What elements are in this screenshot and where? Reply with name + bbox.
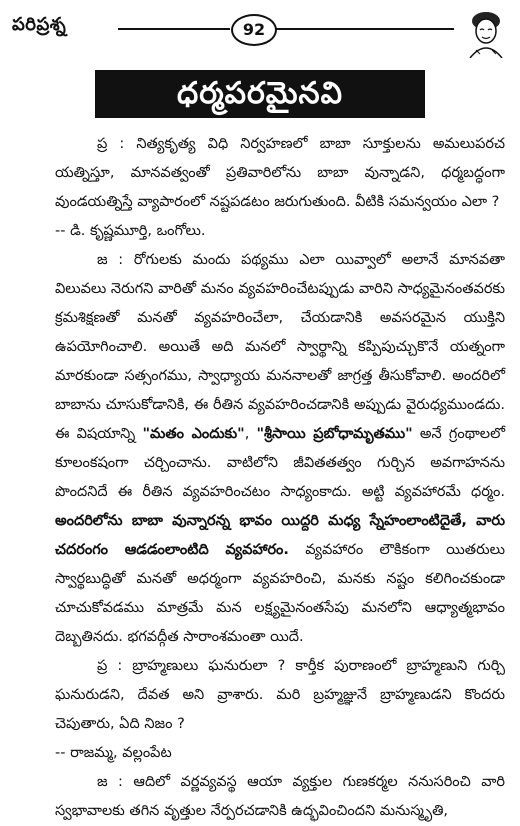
header-rule-right xyxy=(276,28,454,30)
header-rule-left xyxy=(118,28,230,30)
answer-1 xyxy=(55,246,505,652)
magazine-title: పరిప్రశ్న xyxy=(12,14,67,35)
page-number: 92 xyxy=(231,14,277,46)
answer-2: జ : ఆదిలో వర్ణవ్యవస్థ ఆయా వ్యక్తుల గుణకర్మల ననుసరించి వారి స్వభావాలకు తగిన వృత్తుల నేర్పరచడానికి ఉద్భవించిందని మనుస్మృతి, xyxy=(55,774,505,819)
question-1: ప్ర : నిత్యకృత్య విధి నిర్వహణలో బాబా సూక్తులను అమలుపరచ యత్నిస్తూ, మానవత్వంతో ప్రతివారిలోను బాబా వున్నాడని, ధర్మబద్ధంగా వుండయత్నిస్తే వ్యాపారంలో నష్టపడటం జరుగుతుంది. వీటికి సమన్వయం ఎలా ? xyxy=(55,136,505,210)
answer-1-comma: , xyxy=(244,426,250,442)
book-title-1: "మతం ఎందుకు" xyxy=(142,426,245,442)
book-title-2: "శ్రీసాయి ప్రబోధామృతము" xyxy=(256,426,413,442)
answer-1-part-1: జ : రోగులకు మందు పథ్యము ఎలా యివ్వాలో అలానే మానవతా విలువలు నెరుగని వారితో మనం వ్యవహరించేటప్పుడు వారిని సాధ్యమైనంతవరకు క్రమశిక్షణతో మనతో వ్యవహరించేలా, చేయడానికి అవసరమైన యుక్తిని ఉపయోగించాలి. అయితే అది మనలో స్వార్థాన్ని కప్పిపుచ్చుకొనే యత్నంగా మారకుండా సత్సంగము, స్వాధ్యాయ మననాలతో జాగ్రత్త తీసుకోవాలి. అందరిలో బాబాను చూసుకోడానికి, ఈ రీతిన వ్యవహరించడానికి అప్పుడు వైరుధ్యముండదు. ఈ విషయాన్ని xyxy=(55,252,505,442)
article-body xyxy=(55,130,505,826)
answer-1-part-2: అనే గ్రంథాలలో కూలంకషంగా చర్చించాను. వాటిలోని జీవితతత్వం గుర్చిన అవగాహనను పొందనిదే ఈ రీతిన వ్యవహరించటం సాధ్యంకాదు. అట్టి వ్యవహారమే ధర్మం. xyxy=(55,426,505,500)
answer-1-part-3: వ్యవహారం లౌకికంగా యితరులు స్వార్థబుద్ధితో మనతో అధర్మంగా వ్యవహరించి, మనకు నష్టం కలిగించకుండా చూచుకోవడము మాత్రమే మన లక్ష్యమైనంతసేపు మనలోని ఆధ్యాత్మభావం దెబ్బతినదు. భగవద్గీత సారాంశమంతా యిదే. xyxy=(55,542,505,645)
question-2-author: -- రాజమ్మ, వల్లంపేట xyxy=(55,745,172,761)
portrait-icon xyxy=(462,6,510,58)
question-1-author: -- డి. కృష్ణమూర్తి, ఒంగోలు. xyxy=(55,223,206,239)
answer-1-bold-passage: అందరిలోను బాబా వున్నారన్న భావం యిద్దరి మధ్య స్నేహంలాంటిదైతే, వారు చదరంగం ఆడడంలాంటిది వ్యవహారం. xyxy=(55,513,505,558)
page-header xyxy=(0,0,520,60)
article-title: ధర్మపరమైనవి xyxy=(95,70,425,118)
question-2: ప్ర : బ్రాహ్మణులు ఘనురులా ? కార్తీక పురాణంలో బ్రాహ్మణుని గుర్చి ఘనురుడని, దేవత అని వ్రాశారు. మరి బ్రహ్మజ్ఞునే బ్రాహ్మణుడని కొందరు చెపుతారు, ఏది నిజం ? xyxy=(55,658,505,732)
